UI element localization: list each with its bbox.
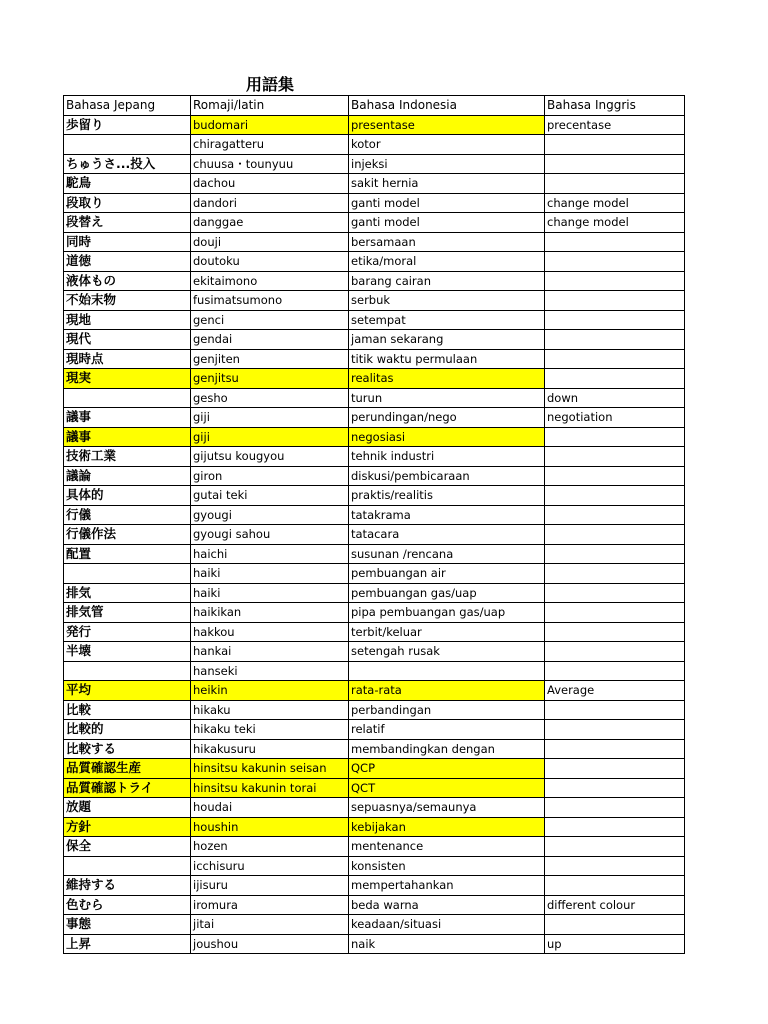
japanese-term-cell: 現代	[64, 330, 191, 350]
table-row	[64, 915, 685, 935]
japanese-term-cell: 比較的	[64, 720, 191, 740]
table-row	[64, 564, 685, 584]
english-cell	[545, 583, 685, 603]
romaji-cell: budomari	[191, 115, 349, 135]
japanese-term-cell	[64, 564, 191, 584]
romaji-cell: giji	[191, 408, 349, 428]
table-row	[64, 720, 685, 740]
english-cell	[545, 798, 685, 818]
japanese-term-cell: 放題	[64, 798, 191, 818]
english-cell	[545, 622, 685, 642]
table-row	[64, 193, 685, 213]
japanese-term-cell: 道徳	[64, 252, 191, 272]
romaji-cell: douji	[191, 232, 349, 252]
english-cell	[545, 876, 685, 896]
romaji-cell: iromura	[191, 895, 349, 915]
english-cell	[545, 778, 685, 798]
japanese-term-cell: 品質確認トライ	[64, 778, 191, 798]
column-header-indonesian: Bahasa Indonesia	[349, 96, 545, 116]
japanese-term-cell: 発行	[64, 622, 191, 642]
romaji-cell: fusimatsumono	[191, 291, 349, 311]
japanese-term-cell: 品質確認生産	[64, 759, 191, 779]
english-cell	[545, 564, 685, 584]
japanese-term-cell: 現時点	[64, 349, 191, 369]
japanese-term-cell: 議論	[64, 466, 191, 486]
indonesian-cell: relatif	[349, 720, 545, 740]
japanese-term-cell: 比較	[64, 700, 191, 720]
romaji-cell: chiragatteru	[191, 135, 349, 155]
romaji-cell: hanseki	[191, 661, 349, 681]
japanese-term-cell: 現地	[64, 310, 191, 330]
table-row	[64, 427, 685, 447]
japanese-term-cell: 色むら	[64, 895, 191, 915]
english-cell	[545, 759, 685, 779]
table-row	[64, 583, 685, 603]
romaji-cell: haiki	[191, 564, 349, 584]
japanese-term-cell: 比較する	[64, 739, 191, 759]
table-row	[64, 778, 685, 798]
table-row	[64, 622, 685, 642]
english-cell	[545, 174, 685, 194]
japanese-term-cell: 保全	[64, 837, 191, 857]
romaji-cell: hankai	[191, 642, 349, 662]
romaji-cell: gijutsu kougyou	[191, 447, 349, 467]
romaji-cell: doutoku	[191, 252, 349, 272]
indonesian-cell: sepuasnya/semaunya	[349, 798, 545, 818]
english-cell	[545, 330, 685, 350]
column-header-english: Bahasa Inggris	[545, 96, 685, 116]
indonesian-cell: rata-rata	[349, 681, 545, 701]
indonesian-cell	[349, 661, 545, 681]
english-cell	[545, 661, 685, 681]
english-cell	[545, 349, 685, 369]
english-cell	[545, 291, 685, 311]
japanese-term-cell: 段取り	[64, 193, 191, 213]
english-cell	[545, 310, 685, 330]
indonesian-cell: turun	[349, 388, 545, 408]
romaji-cell: gutai teki	[191, 486, 349, 506]
table-row	[64, 876, 685, 896]
romaji-cell: dandori	[191, 193, 349, 213]
indonesian-cell: injeksi	[349, 154, 545, 174]
japanese-term-cell: 行儀作法	[64, 525, 191, 545]
english-cell: precentase	[545, 115, 685, 135]
indonesian-cell: negosiasi	[349, 427, 545, 447]
english-cell	[545, 232, 685, 252]
english-cell	[545, 466, 685, 486]
romaji-cell: gendai	[191, 330, 349, 350]
table-row	[64, 603, 685, 623]
table-row	[64, 759, 685, 779]
romaji-cell: joushou	[191, 934, 349, 954]
romaji-cell: hakkou	[191, 622, 349, 642]
indonesian-cell: serbuk	[349, 291, 545, 311]
table-row	[64, 369, 685, 389]
indonesian-cell: membandingkan dengan	[349, 739, 545, 759]
romaji-cell: gyougi sahou	[191, 525, 349, 545]
english-cell: change model	[545, 193, 685, 213]
romaji-cell: hikakusuru	[191, 739, 349, 759]
japanese-term-cell: 液体もの	[64, 271, 191, 291]
indonesian-cell: titik waktu permulaan	[349, 349, 545, 369]
indonesian-cell: tehnik industri	[349, 447, 545, 467]
indonesian-cell: beda warna	[349, 895, 545, 915]
japanese-term-cell: 段替え	[64, 213, 191, 233]
indonesian-cell: praktis/realitis	[349, 486, 545, 506]
japanese-term-cell	[64, 135, 191, 155]
indonesian-cell: susunan /rencana	[349, 544, 545, 564]
column-header-romaji: Romaji/latin	[191, 96, 349, 116]
romaji-cell: giron	[191, 466, 349, 486]
table-row	[64, 408, 685, 428]
indonesian-cell: keadaan/situasi	[349, 915, 545, 935]
english-cell	[545, 915, 685, 935]
table-row	[64, 856, 685, 876]
japanese-term-cell: 上昇	[64, 934, 191, 954]
japanese-term-cell: 事態	[64, 915, 191, 935]
english-cell	[545, 603, 685, 623]
table-row	[64, 135, 685, 155]
romaji-cell: danggae	[191, 213, 349, 233]
table-row	[64, 544, 685, 564]
indonesian-cell: ganti model	[349, 193, 545, 213]
japanese-term-cell: 駝鳥	[64, 174, 191, 194]
indonesian-cell: jaman sekarang	[349, 330, 545, 350]
english-cell	[545, 642, 685, 662]
table-row	[64, 895, 685, 915]
table-row	[64, 505, 685, 525]
indonesian-cell: perundingan/nego	[349, 408, 545, 428]
english-cell	[545, 856, 685, 876]
indonesian-cell: etika/moral	[349, 252, 545, 272]
table-row	[64, 817, 685, 837]
romaji-cell: jitai	[191, 915, 349, 935]
english-cell	[545, 252, 685, 272]
table-row	[64, 115, 685, 135]
indonesian-cell: kotor	[349, 135, 545, 155]
romaji-cell: houshin	[191, 817, 349, 837]
indonesian-cell: mentenance	[349, 837, 545, 857]
indonesian-cell: terbit/keluar	[349, 622, 545, 642]
japanese-term-cell: 排気	[64, 583, 191, 603]
page-title: 用語集	[245, 75, 294, 94]
indonesian-cell: pembuangan gas/uap	[349, 583, 545, 603]
english-cell	[545, 739, 685, 759]
english-cell: negotiation	[545, 408, 685, 428]
table-row	[64, 837, 685, 857]
japanese-term-cell: 現実	[64, 369, 191, 389]
table-row	[64, 174, 685, 194]
english-cell	[545, 427, 685, 447]
indonesian-cell: realitas	[349, 369, 545, 389]
romaji-cell: haiki	[191, 583, 349, 603]
japanese-term-cell: 平均	[64, 681, 191, 701]
english-cell	[545, 837, 685, 857]
japanese-term-cell: 具体的	[64, 486, 191, 506]
english-cell	[545, 369, 685, 389]
japanese-term-cell: 方針	[64, 817, 191, 837]
english-cell	[545, 271, 685, 291]
romaji-cell: hozen	[191, 837, 349, 857]
japanese-term-cell: 議事	[64, 427, 191, 447]
table-row	[64, 310, 685, 330]
indonesian-cell: barang cairan	[349, 271, 545, 291]
romaji-cell: hinsitsu kakunin seisan	[191, 759, 349, 779]
romaji-cell: haichi	[191, 544, 349, 564]
japanese-term-cell: 議事	[64, 408, 191, 428]
table-row	[64, 232, 685, 252]
romaji-cell: ekitaimono	[191, 271, 349, 291]
english-cell	[545, 486, 685, 506]
romaji-cell: heikin	[191, 681, 349, 701]
romaji-cell: genci	[191, 310, 349, 330]
english-cell: down	[545, 388, 685, 408]
romaji-cell: giji	[191, 427, 349, 447]
table-row	[64, 388, 685, 408]
table-row	[64, 252, 685, 272]
indonesian-cell: naik	[349, 934, 545, 954]
english-cell	[545, 525, 685, 545]
japanese-term-cell: 同時	[64, 232, 191, 252]
english-cell: up	[545, 934, 685, 954]
romaji-cell: chuusa・tounyuu	[191, 154, 349, 174]
romaji-cell: ijisuru	[191, 876, 349, 896]
table-row	[64, 447, 685, 467]
table-row	[64, 486, 685, 506]
indonesian-cell: sakit hernia	[349, 174, 545, 194]
japanese-term-cell: 行儀	[64, 505, 191, 525]
english-cell	[545, 700, 685, 720]
table-row	[64, 271, 685, 291]
indonesian-cell: setengah rusak	[349, 642, 545, 662]
indonesian-cell: konsisten	[349, 856, 545, 876]
japanese-term-cell	[64, 661, 191, 681]
english-cell	[545, 817, 685, 837]
romaji-cell: icchisuru	[191, 856, 349, 876]
romaji-cell: hinsitsu kakunin torai	[191, 778, 349, 798]
table-header-row	[64, 96, 685, 116]
table-row	[64, 213, 685, 233]
indonesian-cell: tatacara	[349, 525, 545, 545]
indonesian-cell: pembuangan air	[349, 564, 545, 584]
japanese-term-cell: 不始末物	[64, 291, 191, 311]
indonesian-cell: setempat	[349, 310, 545, 330]
column-header-japanese: Bahasa Jepang	[64, 96, 191, 116]
japanese-term-cell: 歩留り	[64, 115, 191, 135]
indonesian-cell: pipa pembuangan gas/uap	[349, 603, 545, 623]
japanese-term-cell: 配置	[64, 544, 191, 564]
english-cell	[545, 505, 685, 525]
english-cell: Average	[545, 681, 685, 701]
english-cell	[545, 720, 685, 740]
table-row	[64, 798, 685, 818]
indonesian-cell: diskusi/pembicaraan	[349, 466, 545, 486]
japanese-term-cell	[64, 388, 191, 408]
english-cell	[545, 544, 685, 564]
indonesian-cell: bersamaan	[349, 232, 545, 252]
japanese-term-cell: 技術工業	[64, 447, 191, 467]
japanese-term-cell: ちゅうさ...投入	[64, 154, 191, 174]
table-row	[64, 700, 685, 720]
table-row	[64, 330, 685, 350]
table-row	[64, 934, 685, 954]
english-cell	[545, 154, 685, 174]
table-row	[64, 291, 685, 311]
indonesian-cell: presentase	[349, 115, 545, 135]
table-row	[64, 681, 685, 701]
romaji-cell: genjitsu	[191, 369, 349, 389]
table-row	[64, 525, 685, 545]
glossary-table	[63, 95, 685, 954]
english-cell	[545, 135, 685, 155]
table-row	[64, 466, 685, 486]
indonesian-cell: ganti model	[349, 213, 545, 233]
table-row	[64, 739, 685, 759]
japanese-term-cell: 半壊	[64, 642, 191, 662]
romaji-cell: gyougi	[191, 505, 349, 525]
indonesian-cell: perbandingan	[349, 700, 545, 720]
indonesian-cell: QCT	[349, 778, 545, 798]
romaji-cell: haikikan	[191, 603, 349, 623]
english-cell	[545, 447, 685, 467]
table-row	[64, 661, 685, 681]
table-row	[64, 349, 685, 369]
table-row	[64, 642, 685, 662]
japanese-term-cell: 排気管	[64, 603, 191, 623]
japanese-term-cell: 維持する	[64, 876, 191, 896]
english-cell: change model	[545, 213, 685, 233]
romaji-cell: gesho	[191, 388, 349, 408]
indonesian-cell: mempertahankan	[349, 876, 545, 896]
table-row	[64, 154, 685, 174]
romaji-cell: hikaku	[191, 700, 349, 720]
romaji-cell: dachou	[191, 174, 349, 194]
romaji-cell: hikaku teki	[191, 720, 349, 740]
indonesian-cell: tatakrama	[349, 505, 545, 525]
romaji-cell: houdai	[191, 798, 349, 818]
english-cell: different colour	[545, 895, 685, 915]
indonesian-cell: kebijakan	[349, 817, 545, 837]
japanese-term-cell	[64, 856, 191, 876]
indonesian-cell: QCP	[349, 759, 545, 779]
romaji-cell: genjiten	[191, 349, 349, 369]
